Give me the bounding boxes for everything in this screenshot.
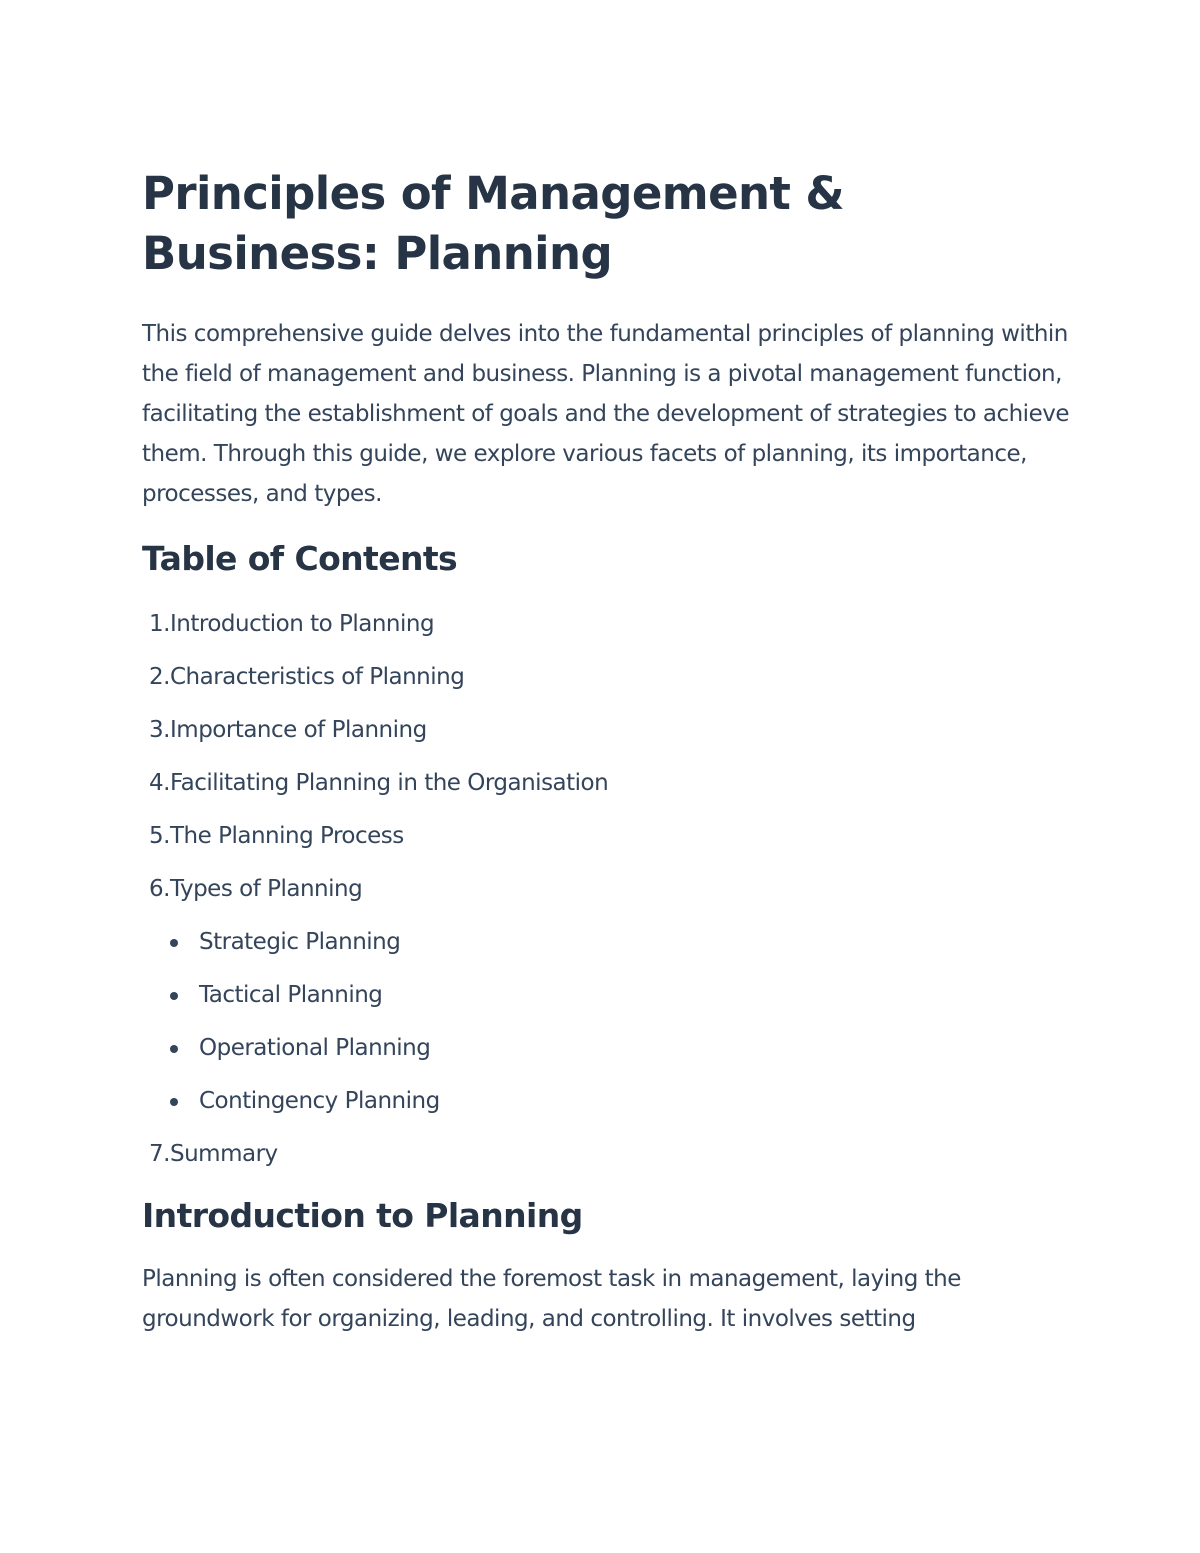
toc-item[interactable] bbox=[142, 663, 1072, 692]
toc-item-label: Summary bbox=[170, 1141, 278, 1167]
toc-item-label: The Planning Process bbox=[170, 823, 404, 849]
bullet-icon bbox=[170, 1098, 178, 1106]
toc-item-with-subitems bbox=[142, 875, 1072, 1116]
toc-subitem-label: Tactical Planning bbox=[199, 982, 383, 1008]
toc-item-number: 5. bbox=[149, 823, 170, 849]
bullet-icon bbox=[170, 992, 178, 1000]
toc-item-label: Facilitating Planning in the Organisation bbox=[170, 770, 609, 796]
toc-subitem[interactable] bbox=[142, 1034, 1072, 1063]
toc-subitem-label: Strategic Planning bbox=[199, 929, 401, 955]
toc-item-number: 1. bbox=[149, 611, 170, 637]
toc-item-number: 7. bbox=[149, 1141, 170, 1167]
document-title: Principles of Management & Business: Planning bbox=[142, 167, 845, 280]
table-of-contents bbox=[142, 610, 1072, 1169]
toc-item-number: 3. bbox=[149, 717, 170, 743]
toc-item-number: 6. bbox=[149, 876, 170, 902]
toc-item-number: 2. bbox=[149, 664, 170, 690]
toc-subitem[interactable] bbox=[142, 1087, 1072, 1116]
toc-sublist bbox=[142, 928, 1072, 1116]
section-heading: Introduction to Planning bbox=[142, 1196, 583, 1235]
toc-item-label: Characteristics of Planning bbox=[170, 664, 465, 690]
toc-subitem[interactable] bbox=[142, 981, 1072, 1010]
section-paragraph: Planning is often considered the foremost task in management, laying the groundwork for organizing, leading, and controlling. It involves setting bbox=[142, 1266, 961, 1332]
toc-item[interactable] bbox=[142, 875, 1072, 904]
toc-item[interactable] bbox=[142, 1140, 1072, 1169]
toc-subitem-label: Operational Planning bbox=[199, 1035, 431, 1061]
bullet-icon bbox=[170, 939, 178, 947]
toc-item[interactable] bbox=[142, 769, 1072, 798]
document-page bbox=[142, 164, 1072, 1339]
toc-subitem[interactable] bbox=[142, 928, 1072, 957]
toc-item-label: Importance of Planning bbox=[170, 717, 427, 743]
toc-item-number: 4. bbox=[149, 770, 170, 796]
intro-paragraph: This comprehensive guide delves into the fundamental principles of planning within the field of management and business. Planning is a pivotal management function, facilitating the establishment of goals and the development of strategies to achieve them. Through this guide, we explore various facets of planning, its importance, processes, and types. bbox=[142, 321, 1069, 507]
toc-item-label: Introduction to Planning bbox=[170, 611, 435, 637]
toc-item-label: Types of Planning bbox=[170, 876, 363, 902]
toc-heading: Table of Contents bbox=[142, 539, 458, 578]
toc-item[interactable] bbox=[142, 716, 1072, 745]
toc-subitem-label: Contingency Planning bbox=[199, 1088, 440, 1114]
toc-item[interactable] bbox=[142, 610, 1072, 639]
toc-item[interactable] bbox=[142, 822, 1072, 851]
bullet-icon bbox=[170, 1045, 178, 1053]
